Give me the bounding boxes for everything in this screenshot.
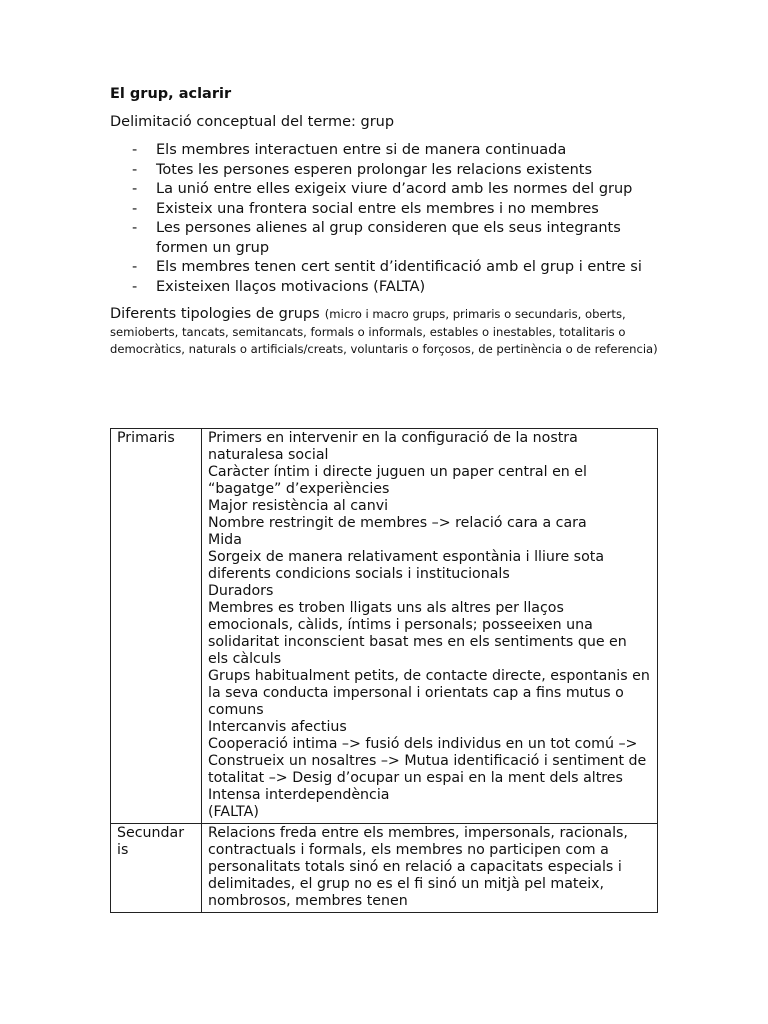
list-item-text: Els membres tenen cert sentit d’identificació amb el grup i entre si [156, 259, 642, 275]
list-item [110, 200, 658, 220]
table-line: Primers en intervenir en la configuració de la nostra naturalesa social [208, 430, 578, 463]
list-item-text: Els membres interactuen entre si de manera continuada [156, 142, 567, 158]
typologies-paragraph [110, 305, 658, 358]
list-item [110, 180, 658, 200]
list-item [110, 141, 658, 161]
bullet-dash: - [132, 220, 138, 236]
group-types-table-clip [110, 428, 658, 923]
table-line: Intensa interdependència [208, 787, 390, 803]
table-line: Mida [208, 532, 242, 548]
list-item [110, 219, 658, 258]
list-item [110, 278, 658, 298]
group-types-table [110, 428, 658, 913]
list-item-text: Existeixen llaços motivacions (FALTA) [156, 278, 426, 295]
bullet-dash: - [132, 142, 138, 158]
document-subtitle: Delimitació conceptual del terme: grup [110, 114, 395, 130]
document-page [110, 84, 658, 368]
list-item-text: Existeix una frontera social entre els membres i no membres [156, 200, 599, 217]
bullet-dash: - [132, 161, 138, 178]
list-item-text: La unió entre elles exigeix viure d’acord amb les normes del grup [156, 181, 633, 197]
row-content-secondary [202, 824, 658, 913]
group-features-list [110, 141, 658, 297]
document-title: El grup, aclarir [110, 86, 232, 102]
row-content-primary [202, 429, 658, 824]
table-line: (FALTA) [208, 804, 259, 820]
table-row [111, 824, 658, 913]
table-line: Cooperació intima –> fusió dels individus en un tot comú –> Construeix un nosaltres –> Mutua identificació i sentiment de totalitat –> Desig d’ocupar un espai en la ment dels altres [208, 736, 647, 786]
table-line: Intercanvis afectius [208, 719, 347, 735]
row-label-secondary: Secundar is [111, 824, 202, 913]
list-item [110, 161, 658, 181]
bullet-dash: - [132, 200, 138, 217]
table-line: Relacions freda entre els membres, impersonals, racionals, contractuals i formals, els membres no participen com a personalitats totals sinó en relació a capacitats especials i delimitades, el grup no es el fi sinó un mitjà pel mateix, nombrosos, membres tenen [208, 825, 628, 909]
list-item-text: Les persones alienes al grup consideren que els seus integrants formen un grup [156, 220, 621, 256]
table-line: Membres es troben lligats uns als altres per llaços emocionals, càlids, íntims i personals; posseeixen una solidaritat inconscient basat mes en els sentiments que en els càlculs [208, 600, 627, 667]
table-line: Duradors [208, 583, 274, 599]
table-line: Nombre restringit de membres –> relació cara a cara [208, 515, 587, 531]
bullet-dash: - [132, 259, 138, 275]
list-item-text: Totes les persones esperen prolongar les relacions existents [156, 161, 593, 178]
table-line: Grups habitualment petits, de contacte directe, espontanis en la seva conducta impersonal i orientats cap a fins mutus o comuns [208, 668, 650, 718]
list-item [110, 258, 658, 278]
bullet-dash: - [132, 181, 138, 197]
typologies-detail: (micro i macro grups, primaris o secundaris, oberts, semioberts, tancats, semitancats, formals o informals, estables o inestables, totalitaris o democràtics, naturals o artificials/creats, voluntaris o forçosos, de pertinència o de referencia) [110, 307, 658, 356]
table-line: Sorgeix de manera relativament espontània i lliure sota diferents condicions socials i institucionals [208, 549, 605, 582]
typologies-lead: Diferents tipologies de grups [110, 306, 320, 322]
table-line: Major resistència al canvi [208, 498, 389, 514]
row-label-primary: Primaris [111, 429, 202, 824]
table-row [111, 429, 658, 824]
bullet-dash: - [132, 278, 138, 295]
table-line: Caràcter íntim i directe juguen un paper central en el “bagatge” d’experiències [208, 464, 587, 497]
